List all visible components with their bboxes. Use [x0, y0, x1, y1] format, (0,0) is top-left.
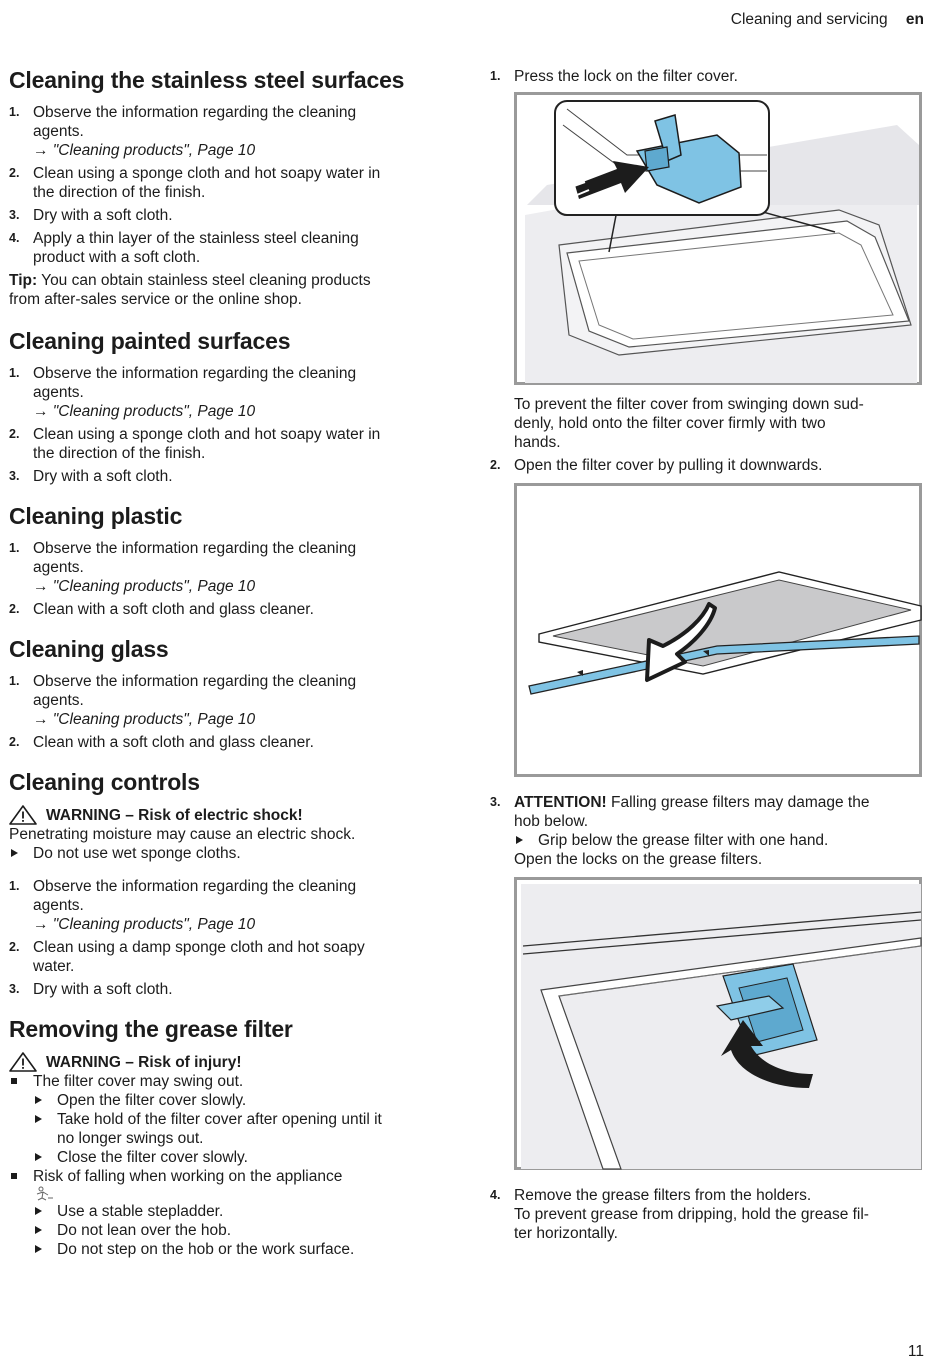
step-item	[9, 467, 449, 486]
step-item	[9, 103, 449, 160]
step-item	[490, 1186, 930, 1243]
step-text: Remove the grease filters from the holders.	[514, 1187, 812, 1204]
left-column	[9, 66, 449, 1272]
step-text: Falling grease filters may damage the	[606, 794, 870, 811]
step-number: 2.	[9, 602, 20, 616]
warning-action	[33, 1110, 449, 1148]
warning-action	[33, 1240, 449, 1259]
warning-title: WARNING – Risk of electric shock!	[46, 806, 303, 824]
language-code: en	[905, 11, 924, 28]
filter-cover-opening-illustration	[517, 486, 925, 780]
warning-action	[33, 1202, 449, 1221]
step-text: the direction of the finish.	[33, 445, 206, 462]
tip-text: from after-sales service or the online shop.	[9, 291, 302, 308]
triangle-bullet-icon	[35, 1096, 42, 1104]
section-heading: Cleaning the stainless steel surfaces	[9, 67, 405, 93]
step-text: agents.	[33, 897, 84, 914]
tip-text: You can obtain stainless steel cleaning products	[37, 272, 371, 289]
action-text: Open the filter cover slowly.	[57, 1092, 247, 1109]
warning-action	[9, 844, 449, 863]
action-text: Do not step on the hob or the work surface.	[57, 1241, 355, 1258]
step-item	[9, 877, 449, 934]
step-text: Dry with a soft cloth.	[33, 468, 173, 485]
note-text: hands.	[514, 434, 561, 451]
step-number: 2.	[9, 735, 20, 749]
step-text: Apply a thin layer of the stainless steel cleaning	[33, 230, 359, 247]
action-text: Do not lean over the hob.	[57, 1222, 232, 1239]
step-text: agents.	[33, 384, 84, 401]
warning-block	[9, 1052, 449, 1259]
step-item	[9, 425, 449, 463]
warning-actions	[9, 1202, 449, 1259]
square-bullet-icon	[11, 1173, 17, 1179]
step-text: Observe the information regarding the cleaning	[33, 673, 357, 690]
step-text: Clean using a sponge cloth and hot soapy water in	[33, 426, 381, 443]
step-text: agents.	[33, 123, 84, 140]
step-text: Dry with a soft cloth.	[33, 981, 173, 998]
step-item	[9, 980, 449, 999]
triangle-bullet-icon	[35, 1226, 42, 1234]
step-action	[514, 831, 930, 850]
note-text: denly, hold onto the filter cover firmly with two	[514, 415, 826, 432]
step-number: 1.	[9, 674, 20, 688]
step-text: Open the locks on the grease filters.	[514, 851, 763, 868]
step-item	[9, 229, 449, 267]
step-number: 2.	[490, 458, 501, 472]
warning-heading	[9, 805, 449, 825]
step-number: 4.	[490, 1188, 501, 1202]
step-text: hob below.	[514, 813, 589, 830]
action-text: Use a stable stepladder.	[57, 1203, 224, 1220]
section-heading: Cleaning controls	[9, 769, 200, 795]
step-item	[490, 793, 930, 869]
page-number: 11	[907, 1343, 924, 1360]
step-text: Press the lock on the filter cover.	[514, 68, 738, 85]
warning-actions	[9, 1091, 449, 1167]
step-number: 1.	[9, 105, 20, 119]
step-item	[490, 456, 930, 475]
section-painted	[9, 327, 449, 486]
section-heading: Cleaning plastic	[9, 503, 183, 529]
step-text: Observe the information regarding the cleaning	[33, 540, 357, 557]
warning-triangle-icon	[9, 805, 37, 825]
step-number: 4.	[9, 231, 20, 245]
step-text: agents.	[33, 692, 84, 709]
step-text: product with a soft cloth.	[33, 249, 201, 266]
step-item	[9, 938, 449, 976]
falling-person-icon	[33, 1186, 55, 1202]
step-text: Observe the information regarding the cleaning	[33, 104, 357, 121]
step-number: 3.	[9, 469, 20, 483]
step-number: 1.	[9, 541, 20, 555]
filter-cover-lock-illustration	[517, 95, 925, 388]
tip-note	[9, 271, 449, 309]
triangle-bullet-icon	[35, 1153, 42, 1161]
step-item	[9, 539, 449, 596]
triangle-bullet-icon	[35, 1245, 42, 1253]
step-number: 3.	[490, 795, 501, 809]
step-text: ter horizontally.	[514, 1225, 618, 1242]
step-number: 1.	[9, 879, 20, 893]
note-text: To prevent the filter cover from swinging down sud-	[514, 396, 864, 413]
step-number: 1.	[9, 366, 20, 380]
step-text: Dry with a soft cloth.	[33, 207, 173, 224]
warning-block	[9, 805, 449, 863]
warning-item-text: The filter cover may swing out.	[33, 1073, 244, 1090]
right-column	[490, 67, 930, 1247]
warning-heading	[9, 1052, 449, 1072]
step-number: 3.	[9, 208, 20, 222]
section-stainless	[9, 66, 449, 309]
step-text: Open the filter cover by pulling it downwards.	[514, 457, 823, 474]
warning-title: WARNING – Risk of injury!	[46, 1053, 242, 1071]
attention-label: ATTENTION!	[514, 794, 607, 811]
illustration-open-cover	[514, 483, 922, 777]
triangle-bullet-icon	[516, 836, 523, 844]
step-text: To prevent grease from dripping, hold the grease fil-	[514, 1206, 869, 1223]
step-text: Observe the information regarding the cleaning	[33, 878, 357, 895]
step-item	[9, 733, 449, 752]
cross-reference-link[interactable]: → "Cleaning products", Page 10	[33, 403, 256, 420]
triangle-bullet-icon	[35, 1115, 42, 1123]
step-number: 2.	[9, 940, 20, 954]
step-item	[9, 164, 449, 202]
cross-reference-link[interactable]: → "Cleaning products", Page 10	[33, 578, 256, 595]
action-text: Take hold of the filter cover after opening until it	[57, 1111, 382, 1128]
step-item	[9, 364, 449, 421]
action-text: Close the filter cover slowly.	[57, 1149, 248, 1166]
warning-action	[33, 1148, 449, 1167]
step-text: water.	[33, 958, 75, 975]
step-text: Clean with a soft cloth and glass cleaner.	[33, 601, 314, 618]
warning-item	[9, 1072, 449, 1091]
step-text: Clean with a soft cloth and glass cleaner.	[33, 734, 314, 751]
section-glass	[9, 635, 449, 752]
running-header	[731, 10, 924, 29]
warning-item-text: Risk of falling when working on the appliance	[33, 1168, 343, 1185]
tip-label: Tip:	[9, 272, 38, 289]
step-text: the direction of the finish.	[33, 184, 206, 201]
action-text: Do not use wet sponge cloths.	[33, 845, 241, 862]
warning-action	[33, 1221, 449, 1240]
step-text: Observe the information regarding the cleaning	[33, 365, 357, 382]
cross-reference-link[interactable]: → "Cleaning products", Page 10	[33, 916, 256, 933]
illustration-grease-lock	[514, 877, 922, 1170]
cross-reference-link[interactable]: → "Cleaning products", Page 10	[33, 142, 256, 159]
square-bullet-icon	[11, 1078, 17, 1084]
grease-filter-lock-illustration	[517, 880, 925, 1173]
section-heading: Removing the grease filter	[9, 1016, 293, 1042]
action-text: Grip below the grease filter with one hand.	[538, 832, 829, 849]
step-text: Clean using a sponge cloth and hot soapy water in	[33, 165, 381, 182]
step-item	[9, 600, 449, 619]
section-controls	[9, 768, 449, 999]
section-heading: Cleaning painted surfaces	[9, 328, 291, 354]
warning-action	[33, 1091, 449, 1110]
step-number: 2.	[9, 166, 20, 180]
illustration-press-lock	[514, 92, 922, 385]
step-item	[9, 672, 449, 729]
step-number: 2.	[9, 427, 20, 441]
step-number: 3.	[9, 982, 20, 996]
section-title: Cleaning and servicing	[730, 11, 888, 28]
step-text: Clean using a damp sponge cloth and hot soapy	[33, 939, 365, 956]
section-plastic	[9, 502, 449, 619]
warning-text: Penetrating moisture may cause an electric shock.	[9, 826, 356, 843]
warning-triangle-icon	[9, 1052, 37, 1072]
cross-reference-link[interactable]: → "Cleaning products", Page 10	[33, 711, 256, 728]
triangle-bullet-icon	[11, 849, 18, 857]
action-text: no longer swings out.	[57, 1130, 204, 1147]
triangle-bullet-icon	[35, 1207, 42, 1215]
section-heading: Cleaning glass	[9, 636, 169, 662]
step-number: 1.	[490, 69, 501, 83]
step-item	[490, 67, 930, 86]
section-grease	[9, 1015, 449, 1259]
step-text: agents.	[33, 559, 84, 576]
step-note	[490, 395, 930, 452]
warning-item	[9, 1167, 449, 1186]
step-item	[9, 206, 449, 225]
